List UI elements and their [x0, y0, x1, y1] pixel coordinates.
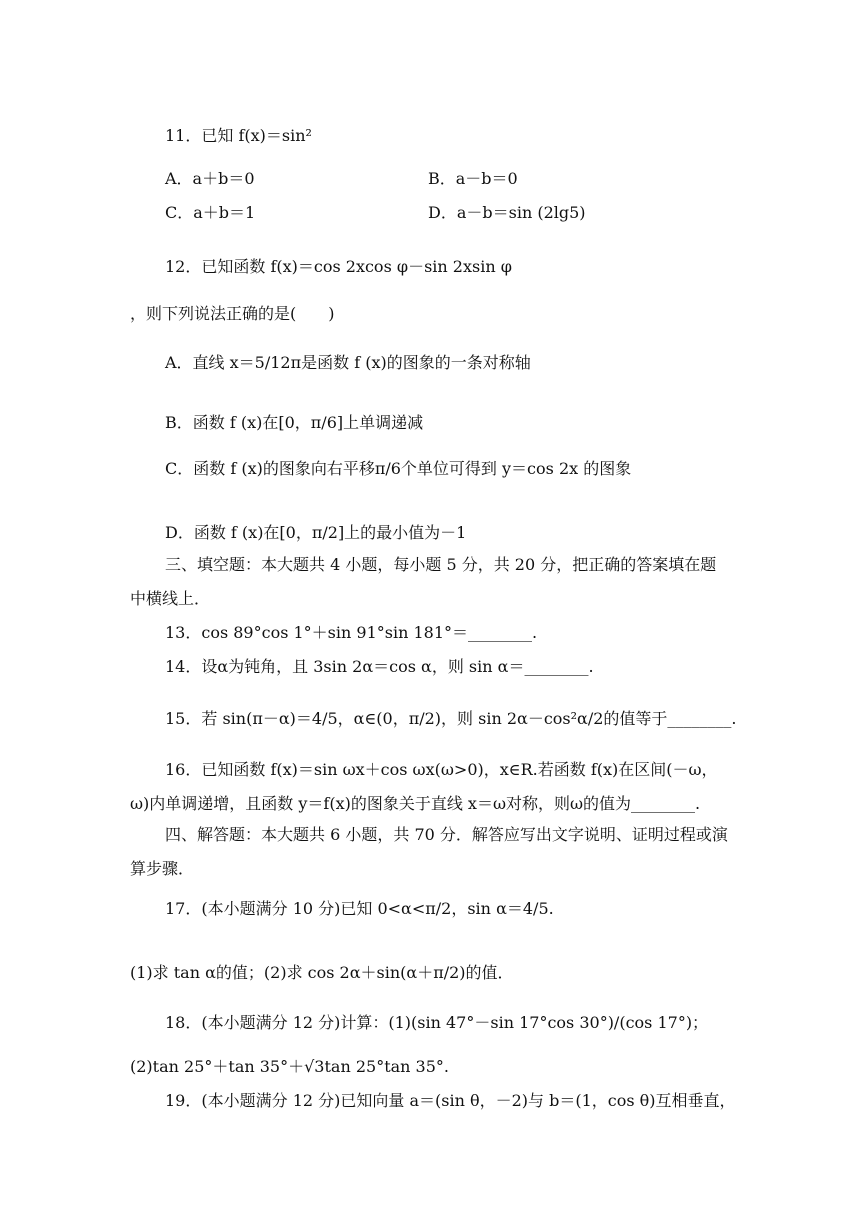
section-3-heading: 三、填空题：本大题共 4 小题，每小题 5 分，共 20 分，把正确的答案填在题中横线上． — [130, 555, 717, 608]
q17-line2: (1)求 tan α的值；(2)求 cos 2α＋sin(α＋π/2)的值． — [130, 963, 514, 982]
section-4-heading: 四、解答题：本大题共 6 小题，共 70 分．解答应写出文字说明、证明过程或演算步骤． — [130, 825, 728, 878]
q16: 16．已知函数 f(x)＝sin ωx＋cos ωx(ω>0)，x∈R.若函数 f(x)在区间(－ω，ω)内单调递增，且函数 y＝f(x)的图象关于直线 x＝ω对称，则ω的值为________. — [130, 760, 718, 813]
q11-option-c: C．a＋b＝1 — [165, 203, 256, 222]
q17-line1: 17．(本小题满分 10 分)已知 0<α<π/2，sin α＝4/5. — [165, 899, 554, 918]
q12-stem: 12．已知函数 f(x)＝cos 2xcos φ－sin 2xsin φ — [165, 257, 512, 276]
q11-option-b: B．a－b＝0 — [428, 169, 518, 188]
q19: 19．(本小题满分 12 分)已知向量 a＝(sin θ，－2)与 b＝(1，cos θ)互相垂直， — [165, 1091, 736, 1110]
q12-option-b: B．函数 f (x)在[0，π/6]上单调递减 — [165, 413, 424, 432]
q18-line1: 18．(本小题满分 12 分)计算：(1)(sin 47°－sin 17°cos 30°)/(cos 17°)； — [165, 1013, 709, 1032]
q12-option-c: C．函数 f (x)的图象向右平移π/6个单位可得到 y＝cos 2x 的图象 — [165, 459, 632, 478]
q15: 15．若 sin(π－α)＝4/5，α∈(0，π/2)，则 sin 2α－cos²α/2的值等于________. — [165, 709, 737, 728]
q11-stem: 11．已知 f(x)＝sin² — [165, 126, 312, 145]
q14: 14．设α为钝角，且 3sin 2α＝cos α，则 sin α＝________. — [165, 657, 594, 676]
q12-option-a: A．直线 x＝5/12π是函数 f (x)的图象的一条对称轴 — [165, 353, 531, 372]
q12-option-d: D．函数 f (x)在[0，π/2]上的最小值为－1 — [165, 523, 467, 542]
q12-line2: ，则下列说法正确的是( ) — [130, 304, 335, 323]
q18-line2: (2)tan 25°＋tan 35°＋√3tan 25°tan 35°. — [130, 1057, 450, 1076]
q13: 13．cos 89°cos 1°＋sin 91°sin 181°＝________. — [165, 623, 538, 642]
q11-option-a: A．a＋b＝0 — [165, 169, 255, 188]
q11-option-d: D．a－b＝sin (2lg5) — [428, 203, 586, 222]
